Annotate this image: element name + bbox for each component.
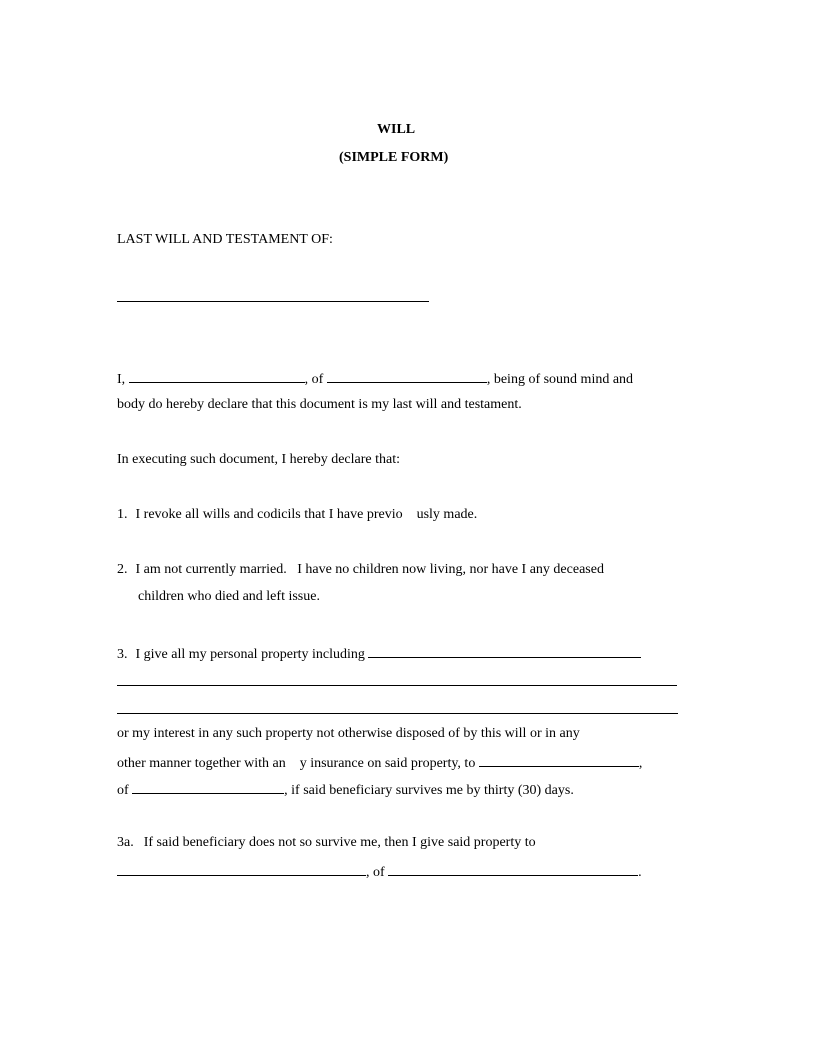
clause-3-continuation-2: other manner together with an y insurance on said property, to , xyxy=(117,753,642,772)
clause-3a-line-2: , of . xyxy=(117,862,642,881)
clause-3a xyxy=(117,835,536,851)
declaration-line-1: I, , of , being of sound mind and xyxy=(117,369,633,388)
clause-2 xyxy=(117,562,604,578)
clause-3-continuation-1: or my interest in any such property not otherwise disposed of by this will or in any xyxy=(117,726,580,741)
clause-3-text: I give all my personal property including xyxy=(135,647,369,662)
property-blank xyxy=(368,644,641,658)
testator-name-line xyxy=(117,301,429,302)
clause-2-text-line-1: I am not currently married. I have no children now living, nor have I any deceased xyxy=(135,562,604,577)
clause-3 xyxy=(117,644,641,663)
testament-heading: LAST WILL AND TESTAMENT OF: xyxy=(117,232,333,247)
clause-1-number: 1. xyxy=(117,507,128,522)
beneficiary-blank xyxy=(479,753,639,767)
executing-intro: In executing such document, I hereby declare that: xyxy=(117,452,400,467)
clause-3-number: 3. xyxy=(117,647,128,662)
clause-3a-number: 3a. xyxy=(117,835,134,850)
document-subtitle: (SIMPLE FORM) xyxy=(339,150,449,165)
beneficiary-residence-blank xyxy=(132,780,284,794)
clause-1-text-a: I revoke all wills and codicils that I have previo xyxy=(135,507,403,522)
alternate-beneficiary-blank xyxy=(117,862,366,876)
property-line-3 xyxy=(117,713,678,714)
alternate-residence-blank xyxy=(388,862,638,876)
clause-2-text-line-2: children who died and left issue. xyxy=(138,589,320,604)
clause-3a-text: If said beneficiary does not so survive me, then I give said property to xyxy=(143,835,536,850)
residence-blank xyxy=(327,369,487,383)
clause-2-number: 2. xyxy=(117,562,128,577)
clause-3-continuation-3: of , if said beneficiary survives me by thirty (30) days. xyxy=(117,780,574,799)
clause-1-text-b: usly made. xyxy=(416,507,478,522)
property-line-2 xyxy=(117,685,677,686)
clause-1 xyxy=(117,507,477,523)
name-blank xyxy=(129,369,305,383)
document-title: WILL xyxy=(377,122,416,137)
declaration-line-2: body do hereby declare that this document is my last will and testament. xyxy=(117,397,522,412)
